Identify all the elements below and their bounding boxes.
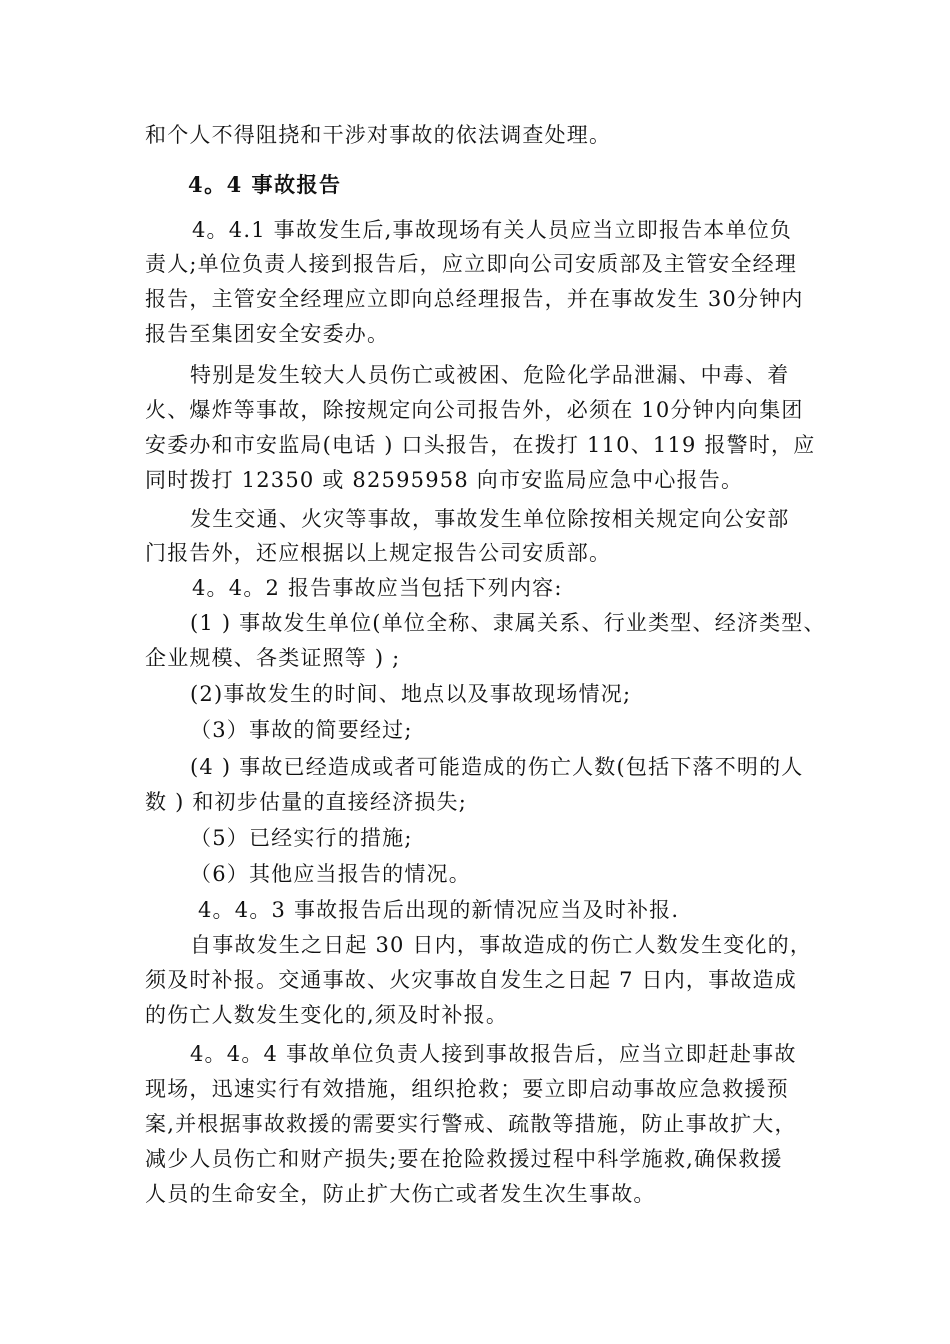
text-line: 火、爆炸等事故，除按规定向公司报告外，必须在 10分钟内向集团	[145, 398, 804, 422]
text-line: 发生交通、火灾等事故，事故发生单位除按相关规定向公安部	[190, 507, 790, 531]
text-line: (2)事故发生的时间、地点以及事故现场情况;	[190, 682, 632, 706]
text-line: （6）其他应当报告的情况。	[190, 862, 471, 886]
text-line: 数 ) 和初步估量的直接经济损失;	[145, 790, 468, 814]
text-line: 自事故发生之日起 30 日内，事故造成的伤亡人数发生变化的，	[190, 933, 813, 957]
text-line: 4。4。4 事故单位负责人接到事故报告后，应当立即赶赴事故	[190, 1042, 797, 1066]
text-line: 须及时补报。交通事故、火灾事故自发生之日起 7 日内，事故造成	[145, 968, 797, 992]
section-heading: 4。4 事故报告	[188, 172, 342, 197]
text-line: 安委办和市安监局(电话 ) 口头报告，在拨打 110、119 报警时，应	[145, 433, 816, 457]
text-line: 4。4.1 事故发生后,事故现场有关人员应当立即报告本单位负	[192, 218, 793, 242]
text-line: 报告至集团安全安委办。	[145, 322, 390, 346]
text-line: （5）已经实行的措施;	[190, 826, 413, 850]
text-line: (1 ) 事故发生单位(单位全称、隶属关系、行业类型、经济类型、	[190, 611, 826, 635]
text-line: 案,并根据事故救援的需要实行警戒、疏散等措施，防止事故扩大，	[145, 1112, 797, 1136]
text-line: 特别是发生较大人员伤亡或被困、危险化学品泄漏、中毒、着	[190, 363, 790, 387]
text-line: 门报告外，还应根据以上规定报告公司安质部。	[145, 541, 612, 565]
text-line: 人员的生命安全，防止扩大伤亡或者发生次生事故。	[145, 1182, 656, 1206]
text-line: 同时拨打 12350 或 82595958 向市安监局应急中心报告。	[145, 468, 744, 492]
text-line: (4 ) 事故已经造成或者可能造成的伤亡人数(包括下落不明的人	[190, 755, 804, 779]
text-line: 4。4。2 报告事故应当包括下列内容:	[192, 576, 563, 600]
text-line: 责人;单位负责人接到报告后，应立即向公司安质部及主管安全经理	[145, 252, 798, 276]
text-line: 4。4。3 事故报告后出现的新情况应当及时补报.	[198, 898, 680, 922]
text-line: 现场，迅速实行有效措施，组织抢救；要立即启动事故应急救援预	[145, 1077, 789, 1101]
text-line: 的伤亡人数发生变化的,须及时补报。	[145, 1003, 509, 1027]
text-line: 报告，主管安全经理应立即向总经理报告，并在事故发生 30分钟内	[145, 287, 804, 311]
text-line: 减少人员伤亡和财产损失;要在抢险救援过程中科学施救,确保救援	[145, 1147, 783, 1171]
text-line: 企业规模、各类证照等 ) ;	[145, 646, 401, 670]
text-line: 和个人不得阻挠和干涉对事故的依法调查处理。	[145, 123, 612, 147]
text-line: （3）事故的简要经过;	[190, 718, 413, 742]
